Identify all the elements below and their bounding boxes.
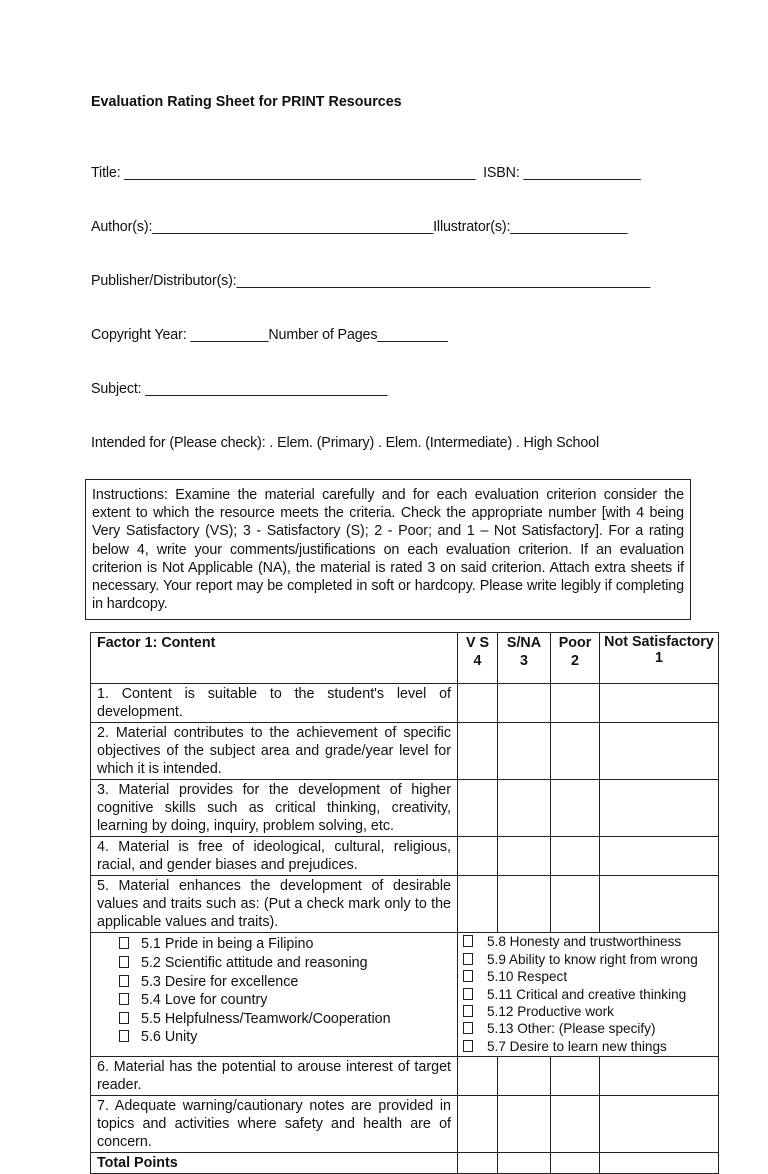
rating-cell[interactable] <box>551 1057 600 1096</box>
value-item[interactable] <box>97 954 451 973</box>
publisher-field[interactable]: Publisher/Distributor(s):_____________________________________________________ <box>91 273 651 289</box>
total-cell[interactable] <box>498 1153 551 1174</box>
total-points-label: Total Points <box>91 1153 458 1174</box>
rating-cell[interactable] <box>600 1057 719 1096</box>
value-item[interactable] <box>464 933 712 950</box>
rating-cell[interactable] <box>551 1096 600 1153</box>
rating-cell[interactable] <box>600 876 719 933</box>
rating-cell[interactable] <box>458 780 498 837</box>
factor-header: Factor 1: Content <box>91 633 458 684</box>
intended-for-field[interactable]: Intended for (Please check): . Elem. (Primary) . Elem. (Intermediate) . High School <box>91 435 599 451</box>
value-label: 5.10 Respect <box>487 969 568 985</box>
table-row <box>91 684 719 723</box>
value-item[interactable] <box>97 1010 451 1029</box>
rating-cell[interactable] <box>600 1096 719 1153</box>
rating-table <box>90 632 719 1174</box>
col-label: Not Satisfactory <box>604 634 714 651</box>
value-label: 5.12 Productive work <box>487 1004 614 1020</box>
rating-cell[interactable] <box>498 837 551 876</box>
value-label: 5.8 Honesty and trustworthiness <box>487 934 682 950</box>
checkbox-icon[interactable] <box>463 1022 473 1034</box>
rating-cell[interactable] <box>600 780 719 837</box>
col-num: 3 <box>520 653 528 670</box>
rating-cell[interactable] <box>600 837 719 876</box>
checkbox-icon[interactable] <box>463 970 473 982</box>
value-item[interactable] <box>97 1028 451 1047</box>
col-num: 4 <box>473 653 482 670</box>
checkbox-icon[interactable] <box>119 993 129 1005</box>
value-item[interactable] <box>464 1003 712 1020</box>
rating-cell[interactable] <box>600 684 719 723</box>
table-row <box>91 837 719 876</box>
value-item[interactable] <box>97 935 451 954</box>
total-cell[interactable] <box>458 1153 498 1174</box>
checkbox-icon[interactable] <box>119 1030 129 1042</box>
table-row <box>91 876 719 933</box>
rating-cell[interactable] <box>498 684 551 723</box>
table-row <box>91 1057 719 1096</box>
instructions-box: Instructions: Examine the material carefully and for each evaluation criterion consider the extent to which the resource meets the criteria. Check the appropriate number [with 4 being Very Satisfactory (VS); 3 - Satisfactory (S); 2 - Poor; and 1 – Not Satisfactory]. For a rating below 4, write your comments/justifications on each evaluation criterion. If an evaluation criterion is Not Applicable (NA), the material is rated 3 on said criterion. Attach extra sheets if necessary. Your report may be completed in soft or hardcopy. Please write legibly if completing in hardcopy. <box>85 479 691 620</box>
info-fields <box>91 128 725 470</box>
table-row <box>91 780 719 837</box>
rating-cell[interactable] <box>551 780 600 837</box>
col-vs <box>458 633 498 684</box>
value-label: 5.1 Pride in being a Filipino <box>141 936 314 953</box>
values-list-left <box>91 933 458 1057</box>
col-not-satisfactory <box>600 633 719 684</box>
table-row <box>91 1096 719 1153</box>
checkbox-icon[interactable] <box>119 937 129 949</box>
rating-cell[interactable] <box>498 1096 551 1153</box>
value-label: 5.3 Desire for excellence <box>141 973 299 990</box>
total-row <box>91 1153 719 1174</box>
criterion: 3. Material provides for the development of higher cognitive skills such as critical thinking, creativity, learning by doing, inquiry, problem solving, etc. <box>91 780 458 837</box>
rating-cell[interactable] <box>498 1057 551 1096</box>
author-field[interactable]: Author(s):____________________________________Illustrator(s):_______________ <box>91 219 628 235</box>
document-title: Evaluation Rating Sheet for PRINT Resources <box>91 94 402 110</box>
table-row <box>91 723 719 780</box>
value-label: 5.2 Scientific attitude and reasoning <box>141 955 368 972</box>
checkbox-icon[interactable] <box>463 988 473 1000</box>
value-label: 5.4 Love for country <box>141 992 268 1009</box>
checkbox-icon[interactable] <box>119 1012 129 1024</box>
checkbox-icon[interactable] <box>119 956 129 968</box>
rating-cell[interactable] <box>551 837 600 876</box>
rating-cell[interactable] <box>551 684 600 723</box>
col-poor <box>551 633 600 684</box>
value-label: 5.7 Desire to learn new things <box>487 1038 667 1054</box>
value-label: 5.11 Critical and creative thinking <box>487 986 687 1002</box>
total-cell[interactable] <box>551 1153 600 1174</box>
rating-cell[interactable] <box>458 684 498 723</box>
rating-cell[interactable] <box>551 876 600 933</box>
rating-cell[interactable] <box>551 723 600 780</box>
header-row <box>91 633 719 684</box>
value-item[interactable] <box>464 1020 712 1037</box>
col-sna <box>498 633 551 684</box>
criterion: 5. Material enhances the development of desirable values and traits such as: (Put a check mark only to the applicable values and traits). <box>91 876 458 933</box>
checkbox-icon[interactable] <box>463 935 473 947</box>
value-item[interactable] <box>464 986 712 1003</box>
value-item[interactable] <box>464 951 712 968</box>
value-label: 5.9 Ability to know right from wrong <box>487 951 698 967</box>
checkbox-icon[interactable] <box>463 1005 473 1017</box>
criterion: 7. Adequate warning/cautionary notes are provided in topics and activities where safety and health are of concern. <box>91 1096 458 1153</box>
criterion: 4. Material is free of ideological, cultural, religious, racial, and gender biases and prejudices. <box>91 837 458 876</box>
value-item[interactable] <box>464 1038 712 1055</box>
col-label: V S <box>465 635 490 652</box>
value-item[interactable] <box>97 991 451 1010</box>
checkbox-icon[interactable] <box>463 953 473 965</box>
total-cell[interactable] <box>600 1153 719 1174</box>
value-label: 5.5 Helpfulness/Teamwork/Cooperation <box>141 1010 391 1027</box>
col-num: 2 <box>571 653 579 670</box>
col-label: S/NA <box>506 635 542 652</box>
values-row <box>91 933 719 1057</box>
checkbox-icon[interactable] <box>119 975 129 987</box>
rating-cell[interactable] <box>458 1096 498 1153</box>
criterion: 2. Material contributes to the achievement of specific objectives of the subject area and grade/year level for which it is intended. <box>91 723 458 780</box>
col-label: Poor <box>558 635 592 652</box>
rating-cell[interactable] <box>458 1057 498 1096</box>
subject-field[interactable]: Subject: _______________________________ <box>91 381 388 397</box>
rating-cell[interactable] <box>498 723 551 780</box>
rating-cell[interactable] <box>458 723 498 780</box>
values-list-right <box>458 933 719 1057</box>
rating-cell[interactable] <box>498 780 551 837</box>
rating-cell[interactable] <box>600 723 719 780</box>
rating-cell[interactable] <box>458 837 498 876</box>
criterion: 6. Material has the potential to arouse interest of target reader. <box>91 1057 458 1096</box>
criterion: 1. Content is suitable to the student's level of development. <box>91 684 458 723</box>
title-field[interactable]: Title: _____________________________________________ ISBN: _______________ <box>91 165 641 181</box>
rating-cell[interactable] <box>458 876 498 933</box>
copyright-field[interactable]: Copyright Year: __________Number of Pages_________ <box>91 327 448 343</box>
value-item[interactable] <box>464 968 712 985</box>
value-label: 5.6 Unity <box>141 1029 198 1046</box>
checkbox-icon[interactable] <box>463 1040 473 1052</box>
value-item[interactable] <box>97 973 451 992</box>
rating-cell[interactable] <box>498 876 551 933</box>
value-label: 5.13 Other: (Please specify) <box>487 1021 656 1037</box>
col-num: 1 <box>655 650 663 667</box>
